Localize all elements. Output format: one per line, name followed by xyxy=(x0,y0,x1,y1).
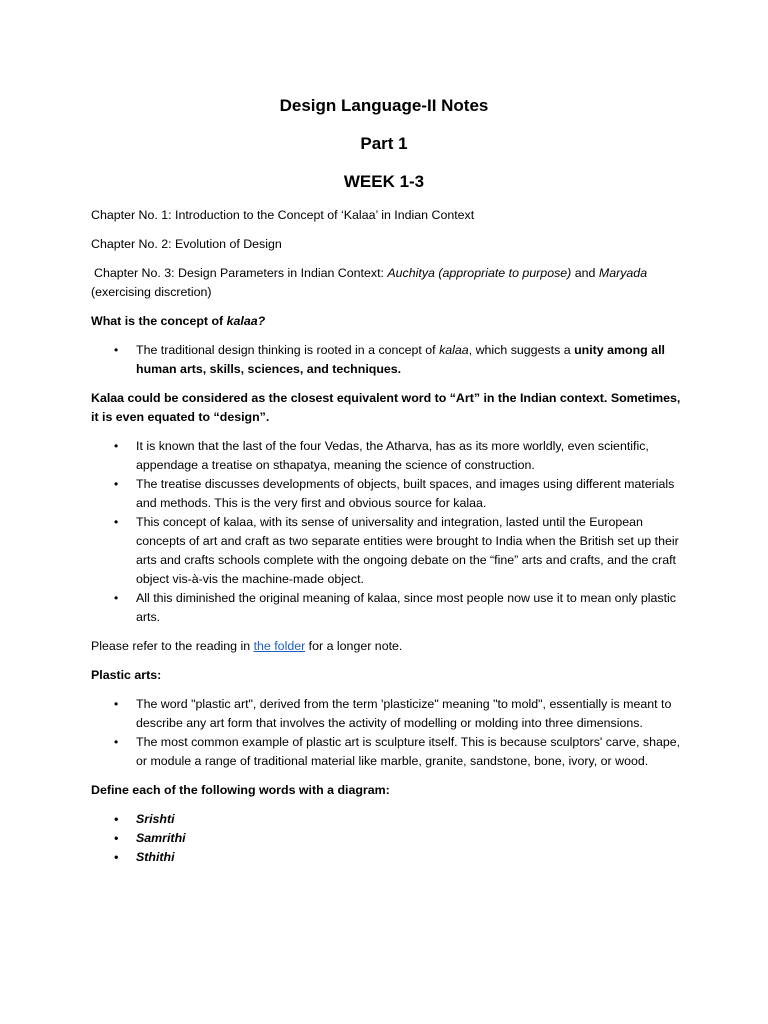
kalaa-intro-list xyxy=(91,341,681,379)
list-item: • All this diminished the original meaning of kalaa, since most people now use it to mean only plastic arts. xyxy=(136,589,681,627)
chapter-3-maryada: Maryada xyxy=(598,266,648,280)
folder-link[interactable]: the folder xyxy=(253,639,306,653)
chapter-3-auchitya: Auchitya (appropriate to purpose) xyxy=(387,266,572,280)
document-title: Design Language-II Notes xyxy=(279,96,489,115)
kalaa-question-prefix: What is the concept of xyxy=(91,314,227,328)
chapter-2: Chapter No. 2: Evolution of Design xyxy=(91,237,282,251)
chapter-3-and: and xyxy=(571,266,599,280)
chapter-3-prefix: Chapter No. 3: Design Parameters in Indian Context: xyxy=(94,266,388,280)
plastic-arts-heading: Plastic arts: xyxy=(91,668,162,682)
define-terms-list xyxy=(91,810,681,867)
list-item: • Srishti xyxy=(136,810,681,829)
list-item: • This concept of kalaa, with its sense of universality and integration, lasted until the European concepts of art and craft as two separate entities were brought to India when the British set up their arts and crafts schools complete with the ongoing debate on the “fine” arts and crafts, and the craft object vis-à-vis the machine-made object. xyxy=(136,513,681,589)
list-item: • Sthithi xyxy=(136,848,681,867)
bullet-text: The traditional design thinking is rooted in a concept of xyxy=(136,343,440,357)
list-item xyxy=(136,341,681,379)
kalaa-statement: Kalaa could be considered as the closest equivalent word to “Art” in the Indian context. Sometimes, it is even equated to “design”. xyxy=(91,391,681,424)
list-item: • The word "plastic art", derived from the term 'plasticize" meaning "to mold", essentially is meant to describe any art form that involves the activity of modelling or molding into three dimensions. xyxy=(136,695,681,733)
week-heading: WEEK 1-3 xyxy=(343,172,425,191)
document-body xyxy=(91,206,681,877)
kalaa-question-italic: kalaa? xyxy=(226,314,266,328)
plastic-arts-list xyxy=(91,695,681,771)
bullet-text: , which suggests a xyxy=(468,343,575,357)
chapter-3-suffix: (exercising discretion) xyxy=(91,285,212,299)
chapter-1: Chapter No. 1: Introduction to the Concept of ‘Kalaa’ in Indian Context xyxy=(91,208,475,222)
refer-prefix: Please refer to the reading in xyxy=(91,639,254,653)
list-item: • The treatise discusses developments of objects, built spaces, and images using different materials and methods. This is the very first and obvious source for kalaa. xyxy=(136,475,681,513)
define-heading: Define each of the following words with a diagram: xyxy=(91,783,390,797)
kalaa-question xyxy=(91,312,681,331)
refer-note xyxy=(91,637,681,656)
bullet-bold: unity among all human arts, skills, sciences, and techniques. xyxy=(136,343,665,376)
list-item: • It is known that the last of the four Vedas, the Atharva, has as its more worldly, even scientific, appendage a treatise on sthapatya, meaning the science of construction. xyxy=(136,437,681,475)
kalaa-details-list xyxy=(91,437,681,627)
bullet-italic: kalaa xyxy=(439,343,469,357)
refer-suffix: for a longer note. xyxy=(305,639,403,653)
chapter-3 xyxy=(91,264,681,302)
part-heading: Part 1 xyxy=(360,134,408,153)
list-item: • The most common example of plastic art is sculpture itself. This is because sculptors' carve, shape, or module a range of traditional material like marble, granite, sandstone, bone, ivory, or wood. xyxy=(136,733,681,771)
list-item: • Samrithi xyxy=(136,829,681,848)
